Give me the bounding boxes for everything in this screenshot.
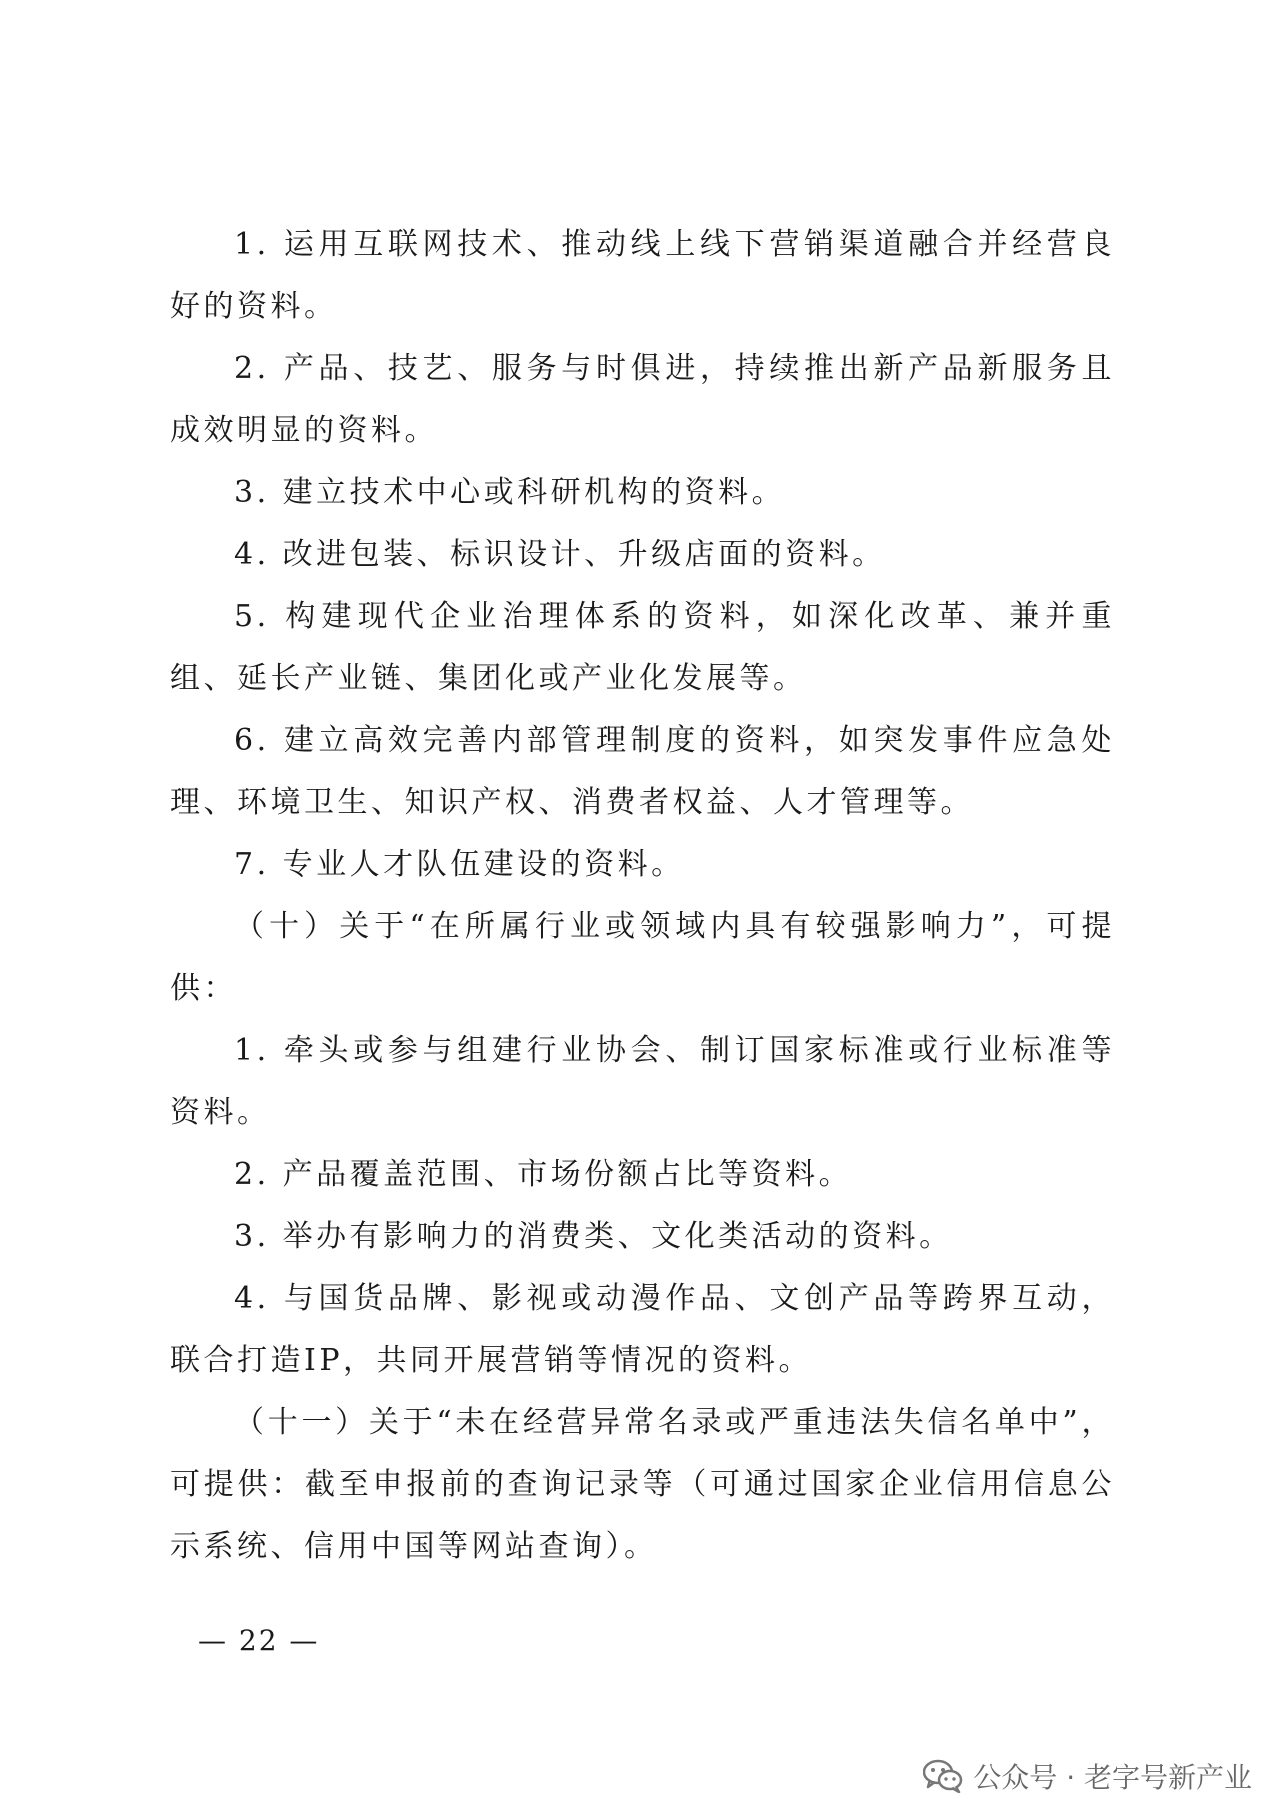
paragraph-6: 6. 建立高效完善内部管理制度的资料，如突发事件应急处理、环境卫生、知识产权、消费者权益、人才管理等。 xyxy=(170,723,1115,820)
paragraph-9: 2. 产品覆盖范围、市场份额占比等资料。 xyxy=(234,1157,853,1192)
paragraph-10: 3. 举办有影响力的消费类、文化类活动的资料。 xyxy=(234,1219,953,1254)
paragraph-2: 2. 产品、技艺、服务与时俱进，持续推出新产品新服务且成效明显的资料。 xyxy=(170,351,1115,448)
paragraph-7: 7. 专业人才队伍建设的资料。 xyxy=(234,847,685,882)
section-heading-11: （十一）关于“未在经营异常名录或严重违法失信名单中”，可提供：截至申报前的查询记录等（可通过国家企业信用信息公示系统、信用中国等网站查询）。 xyxy=(170,1405,1115,1564)
paragraph-3: 3. 建立技术中心或科研机构的资料。 xyxy=(234,475,786,510)
document-body xyxy=(170,214,1115,1578)
page-number: — 22 — xyxy=(198,1624,320,1657)
watermark xyxy=(923,1756,1252,1796)
paragraph-1: 1. 运用互联网技术、推动线上线下营销渠道融合并经营良好的资料。 xyxy=(170,227,1115,324)
paragraph-4: 4. 改进包装、标识设计、升级店面的资料。 xyxy=(234,537,886,572)
watermark-text: 公众号 · 老字号新产业 xyxy=(973,1761,1252,1794)
wechat-icon xyxy=(923,1759,963,1793)
section-heading-10: （十）关于“在所属行业或领域内具有较强影响力”，可提供： xyxy=(170,909,1115,1006)
paragraph-8: 1. 牵头或参与组建行业协会、制订国家标准或行业标准等资料。 xyxy=(170,1033,1115,1130)
paragraph-5: 5. 构建现代企业治理体系的资料，如深化改革、兼并重组、延长产业链、集团化或产业化发展等。 xyxy=(170,599,1115,696)
paragraph-11: 4. 与国货品牌、影视或动漫作品、文创产品等跨界互动，联合打造IP，共同开展营销等情况的资料。 xyxy=(170,1281,1115,1378)
